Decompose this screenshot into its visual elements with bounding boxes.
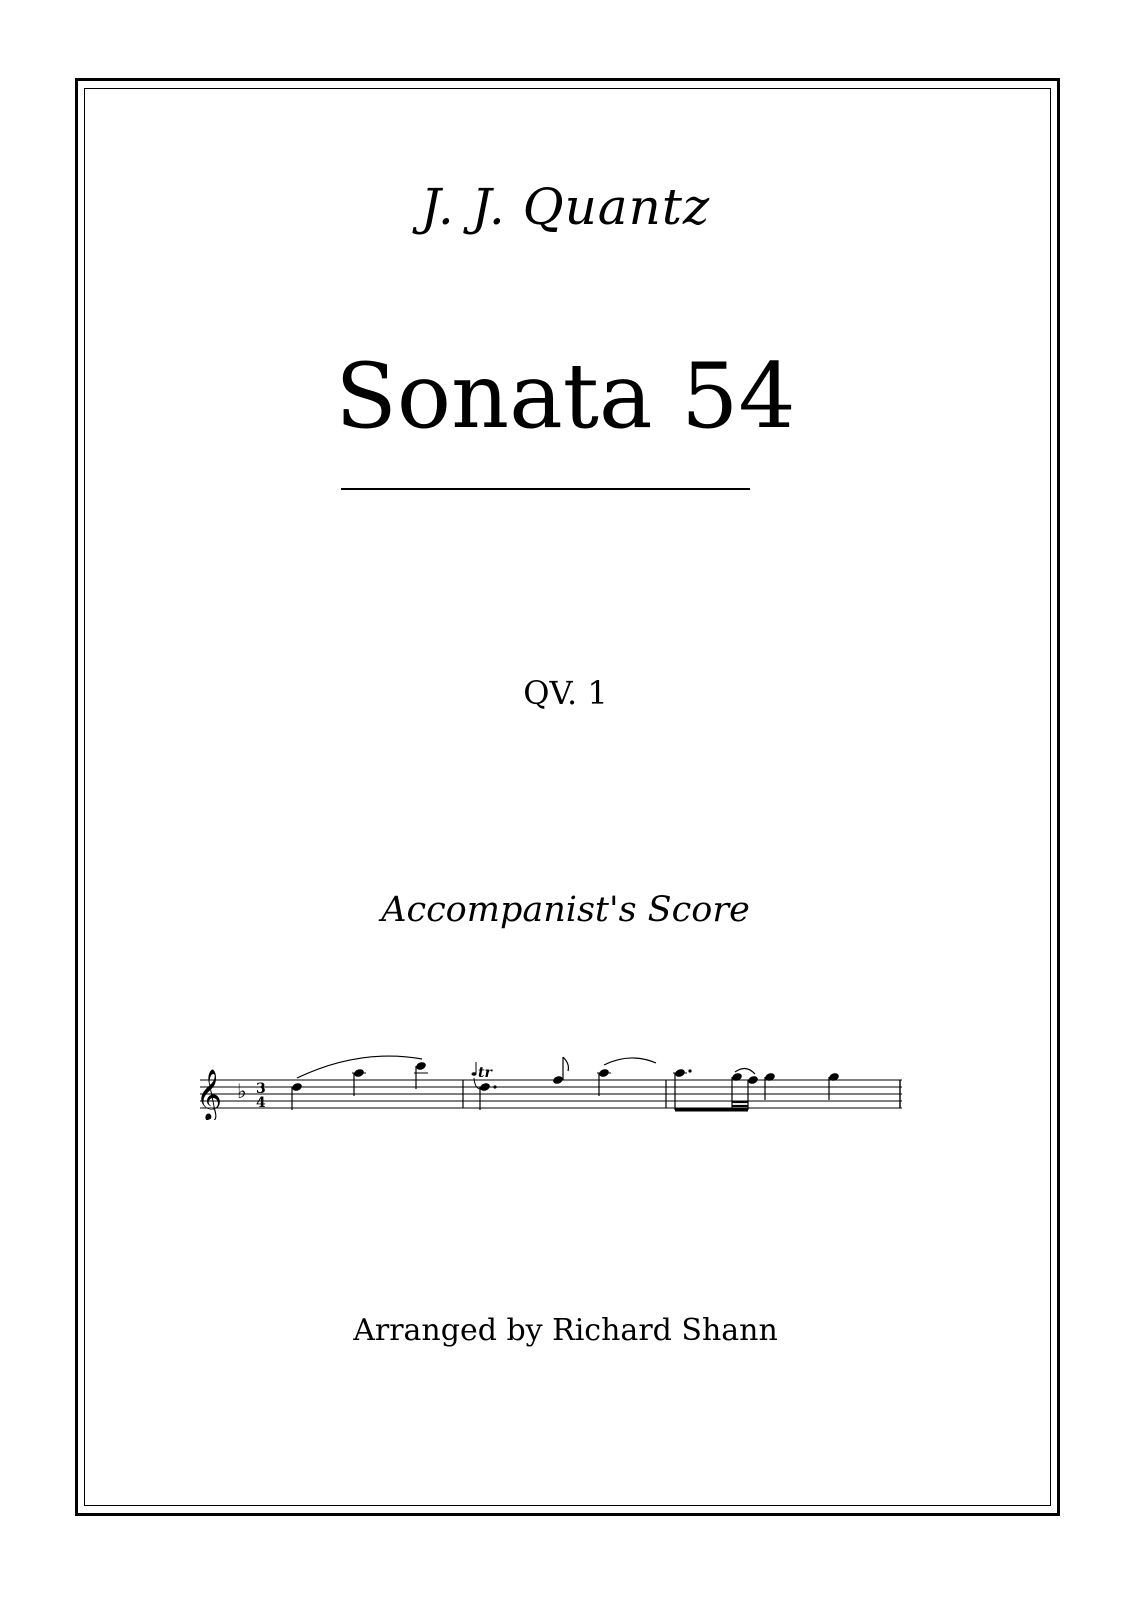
- treble-clef-icon: 𝄞: [196, 1069, 223, 1120]
- title-divider: [341, 488, 750, 490]
- flat-icon: ♭: [237, 1079, 247, 1103]
- catalog-number: QV. 1: [523, 674, 608, 712]
- arranger-credit: Arranged by Richard Shann: [353, 1313, 778, 1348]
- measure-2: [472, 1057, 657, 1110]
- page-title: Sonata 54: [335, 344, 796, 449]
- measure-1: [291, 1056, 428, 1110]
- page-border-inner: [84, 88, 1051, 1506]
- composer-name: J. J. Quantz: [420, 178, 711, 236]
- svg-text:tr: tr: [478, 1065, 492, 1081]
- score-subtitle: Accompanist's Score: [381, 890, 750, 930]
- music-incipit: [190, 1040, 920, 1120]
- staff: [200, 1080, 902, 1108]
- measure-3: [673, 1068, 840, 1110]
- time-signature-bottom: 4: [256, 1095, 266, 1111]
- time-signature-top: 3: [256, 1081, 266, 1097]
